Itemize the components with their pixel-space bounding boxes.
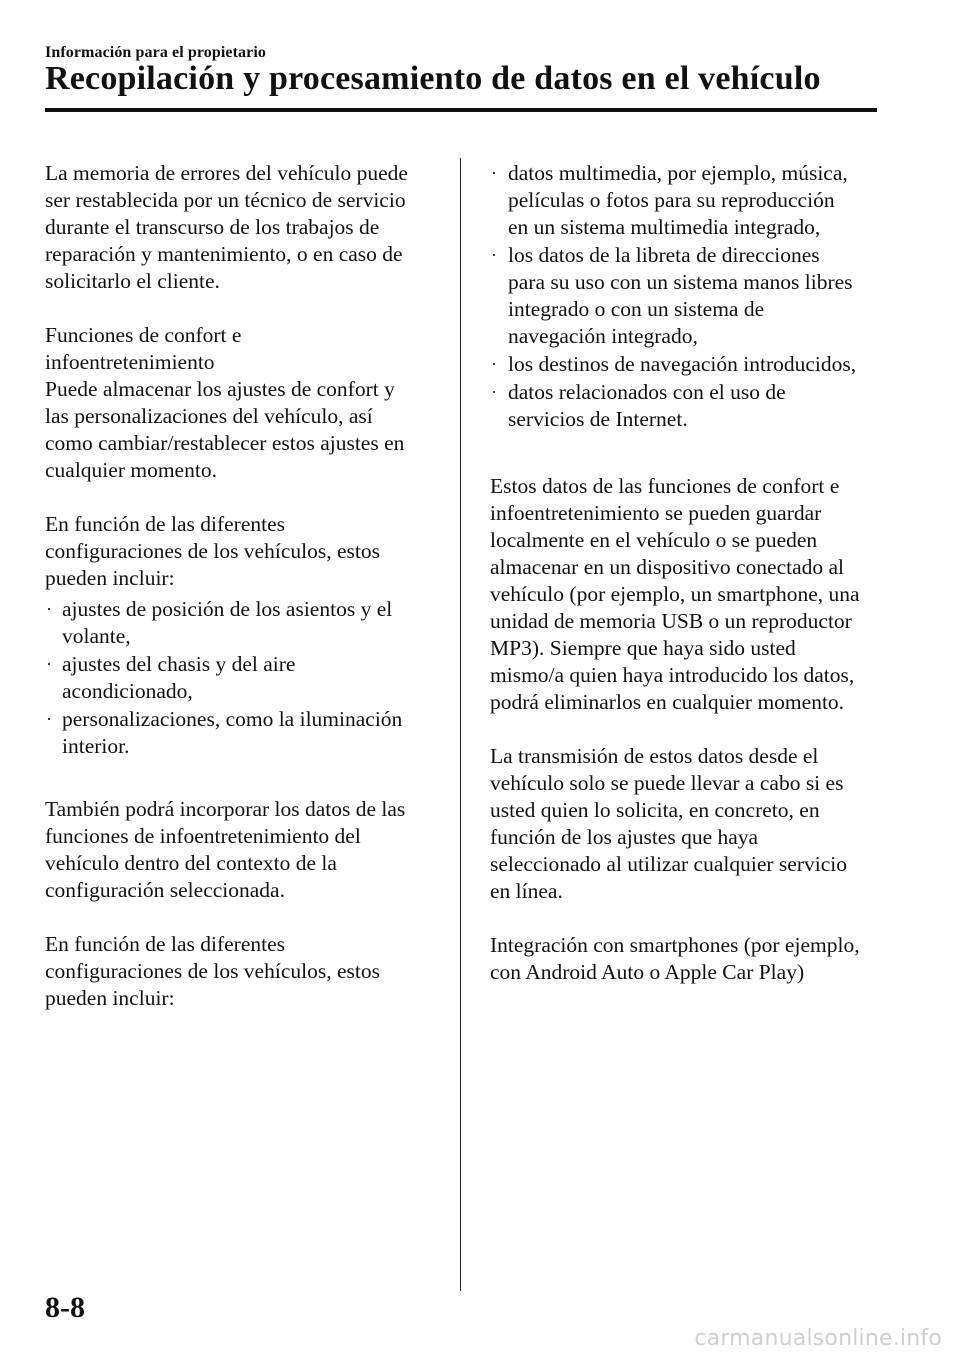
paragraph: Funciones de confort e infoentretenimiento Puede almacenar los ajustes de confort y las personalizaciones del vehículo, así como cambiar/restablecer estos ajustes en cualquier momento. [45,323,405,482]
list-item-text: personalizaciones, como la iluminación interior. [62,707,403,758]
bullet-icon: · [46,599,52,619]
paragraph: La transmisión de estos datos desde el vehículo solo se puede llevar a cabo si es usted quien lo solicita, en concreto, en función de los ajustes que haya seleccionado al utilizar cualquier servicio en línea. [490,744,847,903]
list-item [490,242,885,350]
title-rule [45,108,877,112]
page-number: 8-8 [45,1291,85,1324]
bullet-list [490,160,885,433]
left-column [45,160,440,1039]
bullet-icon: · [491,245,497,265]
right-column [490,160,885,1013]
list-item [45,706,440,760]
bullet-icon: · [491,354,497,374]
watermark: carmanualsonline.info [694,1326,942,1351]
list-item [45,596,440,650]
page-title: Recopilación y procesamiento de datos en el vehículo [45,60,821,97]
list-item-text: los destinos de navegación introducidos, [508,352,857,376]
paragraph: En función de las diferentes configuraciones de los vehículos, estos pueden incluir: [45,932,380,1010]
bullet-icon: · [491,163,497,183]
list-item [490,160,885,241]
list-item [490,351,885,378]
list-item-text: datos relacionados con el uso de servicios de Internet. [508,380,786,431]
column-divider [460,158,461,1291]
bullet-icon: · [46,709,52,729]
paragraph: También podrá incorporar los datos de las funciones de infoentretenimiento del vehículo dentro del contexto de la configuración seleccionada. [45,797,406,902]
bullet-list [45,596,440,760]
list-item [45,651,440,705]
paragraph: Estos datos de las funciones de confort e infoentretenimiento se pueden guardar localmente en el vehículo o se pueden almacenar en un dispositivo conectado al vehículo (por ejemplo, un smartphone, una unidad de memoria USB o un reproductor MP3). Siempre que haya sido usted mismo/a quien haya introducido los datos, podrá eliminarlos en cualquier momento. [490,474,860,714]
section-label: Información para el propietario [45,44,267,61]
list-item-text: datos multimedia, por ejemplo, música, películas o fotos para su reproducción en un sistema multimedia integrado, [508,161,848,239]
paragraph: En función de las diferentes configuraciones de los vehículos, estos pueden incluir: [45,512,380,590]
list-item-text: ajustes de posición de los asientos y el volante, [62,597,393,648]
bullet-icon: · [46,654,52,674]
list-item [490,379,885,433]
list-item-text: los datos de la libreta de direcciones para su uso con un sistema manos libres integrado o con un sistema de navegación integrado, [508,243,853,348]
paragraph: Integración con smartphones (por ejemplo, con Android Auto o Apple Car Play) [490,933,860,984]
paragraph: La memoria de errores del vehículo puede ser restablecida por un técnico de servicio durante el transcurso de los trabajos de reparación y mantenimiento, o en caso de solicitarlo el cliente. [45,161,408,293]
list-item-text: ajustes del chasis y del aire acondicionado, [62,652,296,703]
bullet-icon: · [491,382,497,402]
